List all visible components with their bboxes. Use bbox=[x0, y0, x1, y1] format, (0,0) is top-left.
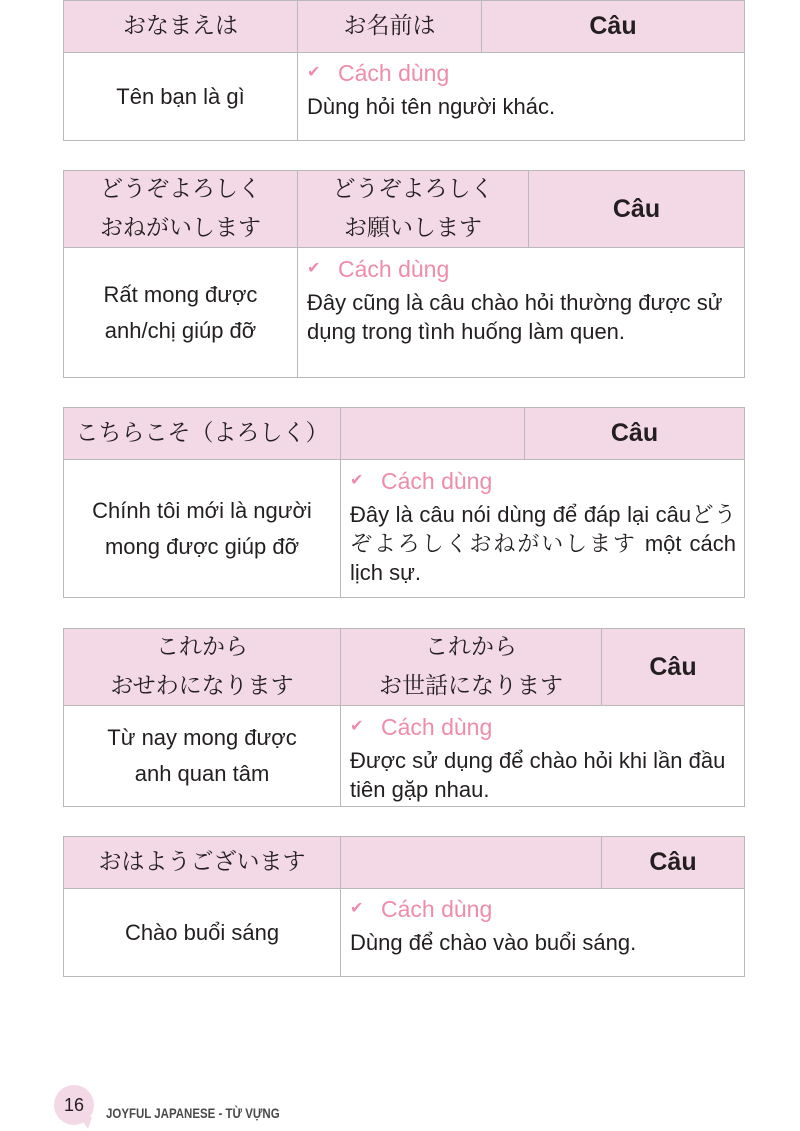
hiragana-text: おはようございます bbox=[98, 849, 306, 875]
usage-title bbox=[350, 712, 736, 742]
word-type-cell bbox=[602, 629, 744, 705]
kanji-text: お名前は bbox=[343, 13, 436, 39]
meaning-text: Tên bạn là gì bbox=[116, 83, 245, 109]
card-body bbox=[64, 53, 744, 140]
vocab-card bbox=[63, 170, 745, 378]
check-icon: ✔ bbox=[350, 718, 364, 735]
usage-title-text: Cách dùng bbox=[381, 468, 493, 494]
kanji-cell bbox=[298, 1, 482, 52]
check-icon: ✔ bbox=[307, 64, 321, 81]
check-icon: ✔ bbox=[307, 260, 321, 277]
card-header bbox=[64, 629, 744, 706]
hiragana-cell bbox=[64, 837, 341, 888]
card-body bbox=[64, 248, 744, 377]
meaning-line: mong được giúp đỡ bbox=[104, 533, 299, 559]
page-footer bbox=[54, 1085, 318, 1125]
vocab-card bbox=[63, 836, 745, 977]
hiragana-line: どうぞよろしく bbox=[100, 176, 261, 202]
meaning-cell bbox=[64, 460, 341, 597]
kanji-line: お世話になります bbox=[379, 673, 563, 699]
hiragana-cell bbox=[64, 1, 298, 52]
meaning-line: anh/chị giúp đỡ bbox=[104, 317, 257, 343]
usage-cell bbox=[298, 248, 744, 377]
speech-bubble-tail-icon bbox=[80, 1117, 92, 1129]
usage-title bbox=[350, 466, 736, 496]
kanji-cell bbox=[341, 408, 525, 459]
usage-text: Đây cũng là câu chào hỏi thường được sử dụng trong tình huống làm quen. bbox=[307, 290, 723, 344]
usage-title-text: Cách dùng bbox=[338, 60, 450, 86]
usage-text: Đây là câu nói dùng để đáp lại câuどうぞよろしくおねがいします một cách lịch sự. bbox=[350, 502, 736, 585]
word-type: Câu bbox=[649, 848, 697, 876]
hiragana-line: おせわになります bbox=[110, 673, 294, 699]
usage-text: Được sử dụng để chào hỏi khi lần đầu tiên gặp nhau. bbox=[350, 748, 726, 802]
usage-title bbox=[307, 254, 736, 284]
usage-cell bbox=[341, 460, 744, 597]
hiragana-line: おねがいします bbox=[100, 215, 261, 241]
usage-cell bbox=[298, 53, 744, 140]
kanji-cell bbox=[341, 629, 602, 705]
word-type-cell bbox=[529, 171, 744, 247]
vocab-card bbox=[63, 407, 745, 598]
usage-title-text: Cách dùng bbox=[381, 896, 493, 922]
card-header bbox=[64, 837, 744, 889]
meaning-text: Chào buổi sáng bbox=[124, 919, 280, 945]
card-body bbox=[64, 706, 744, 806]
usage-title-text: Cách dùng bbox=[338, 256, 450, 282]
hiragana-cell bbox=[64, 408, 341, 459]
word-type: Câu bbox=[610, 419, 659, 447]
card-body bbox=[64, 889, 744, 976]
usage-cell bbox=[341, 889, 744, 976]
usage-cell bbox=[341, 706, 744, 806]
meaning-line: Rất mong được bbox=[103, 281, 258, 307]
kanji-cell bbox=[298, 171, 529, 247]
word-type-cell bbox=[525, 408, 744, 459]
usage-text: Dùng hỏi tên người khác. bbox=[307, 94, 556, 119]
check-icon: ✔ bbox=[350, 472, 364, 489]
meaning-cell bbox=[64, 706, 341, 806]
hiragana-cell bbox=[64, 171, 298, 247]
kanji-line: お願いします bbox=[344, 215, 482, 241]
usage-text: Dùng để chào vào buổi sáng. bbox=[350, 930, 637, 955]
card-body bbox=[64, 460, 744, 597]
hiragana-line: これから bbox=[156, 634, 248, 660]
card-header bbox=[64, 1, 744, 53]
meaning-line: Từ nay mong được bbox=[107, 725, 297, 750]
word-type: Câu bbox=[589, 12, 637, 40]
hiragana-text: おなまえは bbox=[123, 13, 238, 39]
kanji-line: これから bbox=[425, 634, 517, 660]
meaning-line: Chính tôi mới là người bbox=[92, 497, 312, 523]
meaning-cell bbox=[64, 889, 341, 976]
card-header bbox=[64, 171, 744, 248]
vocab-card bbox=[63, 0, 745, 141]
hiragana-cell bbox=[64, 629, 341, 705]
word-type-cell bbox=[482, 1, 744, 52]
page-number: 16 bbox=[63, 1094, 85, 1115]
page-number-badge bbox=[54, 1085, 94, 1125]
word-type-cell bbox=[602, 837, 744, 888]
kanji-line: どうぞよろしく bbox=[332, 176, 494, 202]
meaning-cell bbox=[64, 53, 298, 140]
vocab-card bbox=[63, 628, 745, 807]
meaning-line: anh quan tâm bbox=[134, 761, 270, 786]
word-type: Câu bbox=[649, 652, 697, 681]
hiragana-text: こちらこそ（よろしく） bbox=[75, 420, 329, 446]
check-icon: ✔ bbox=[350, 900, 364, 917]
usage-title-text: Cách dùng bbox=[381, 714, 493, 740]
kanji-cell bbox=[341, 837, 602, 888]
card-header bbox=[64, 408, 744, 460]
usage-title bbox=[307, 58, 736, 88]
word-type: Câu bbox=[612, 194, 661, 223]
meaning-cell bbox=[64, 248, 298, 377]
book-title: JOYFUL JAPANESE - TỪ VỰNG bbox=[106, 1105, 280, 1121]
usage-title bbox=[350, 894, 736, 924]
